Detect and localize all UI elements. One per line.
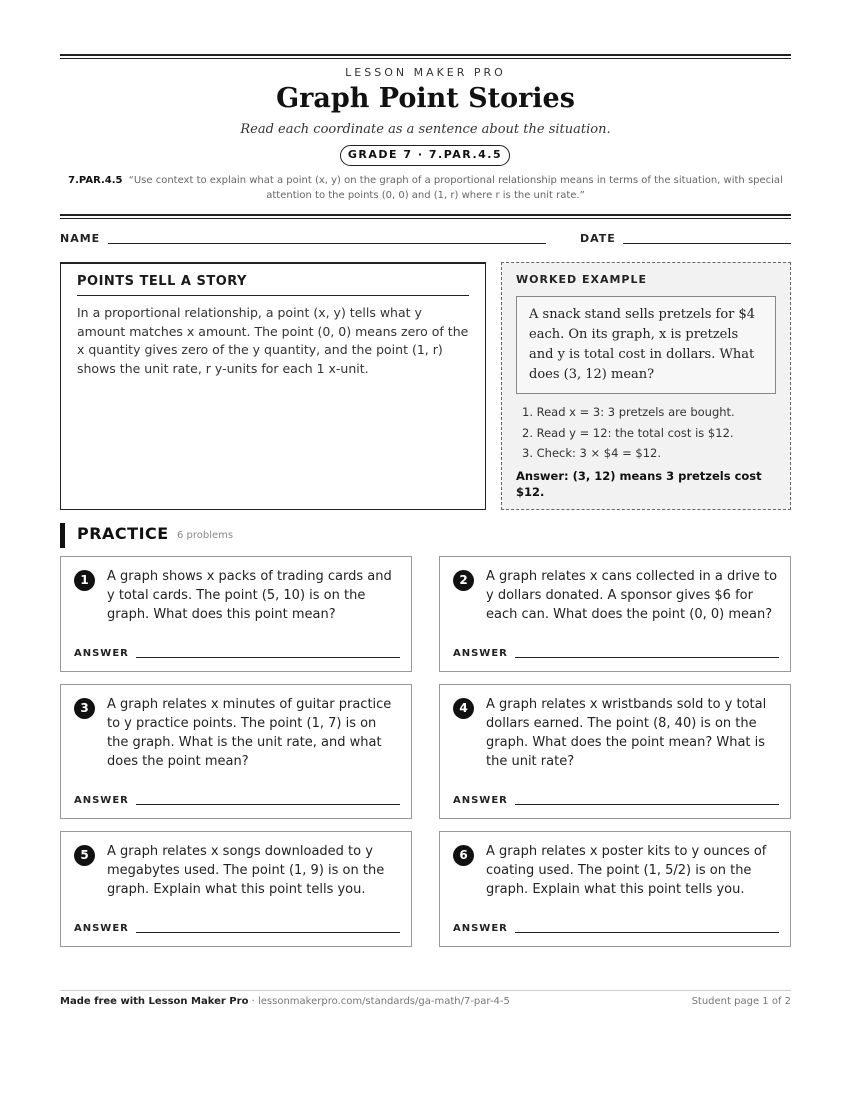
worked-example-step: 2. Read y = 12: the total cost is $12. [522, 425, 734, 440]
standard-code: 7.PAR.4.5 [68, 175, 123, 186]
standard-statement [60, 173, 791, 203]
problem-text: A graph relates x songs downloaded to y megabytes used. The point (1, 9) is on the graph. Explain what this point tells you. [107, 844, 385, 897]
top-rule [60, 54, 791, 59]
problem-card-5 [60, 831, 412, 947]
worksheet-page [60, 0, 791, 1100]
problem-number-badge: 2 [453, 570, 474, 591]
problem-card-4 [439, 684, 791, 819]
answer-line-4[interactable] [515, 804, 779, 805]
problem-text: A graph relates x cans collected in a drive to y dollars donated. A sponsor gives $6 for each can. What does the point (0, 0) mean? [486, 569, 778, 622]
worked-example-label: WORKED EXAMPLE [516, 273, 647, 286]
worked-example-answer: Answer: (3, 12) means 3 pretzels cost $12. [516, 468, 762, 499]
problem-text: A graph relates x poster kits to y ounces of coating used. The point (1, 5/2) is on the graph. Explain what this point tells you. [486, 844, 767, 897]
date-label: DATE [580, 232, 616, 245]
problem-card-2 [439, 556, 791, 672]
practice-accent-bar [60, 523, 65, 548]
page-subtitle: Read each coordinate as a sentence about the situation. [240, 122, 611, 137]
practice-count: 6 problems [177, 530, 234, 541]
problem-card-6 [439, 831, 791, 947]
problem-card-1 [60, 556, 412, 672]
brand-name: LESSON MAKER PRO [345, 66, 506, 79]
answer-label: ANSWER [453, 648, 508, 659]
problem-card-3 [60, 684, 412, 819]
worked-example-problem: A snack stand sells pretzels for $4 each. On its graph, x is pretzels and y is total cost in dollars. What does (3, 12) mean? [516, 296, 776, 394]
answer-line-2[interactable] [515, 657, 779, 658]
answer-label: ANSWER [453, 795, 508, 806]
footer-made-with: Made free with Lesson Maker Pro [60, 996, 249, 1007]
problem-number-badge: 5 [74, 845, 95, 866]
standard-text: “Use context to explain what a point (x, y) on the graph of a proportional relationship means in terms of the situation, with special attention to the points (0, 0) and (1, r) where r is the unit rate.” [128, 175, 783, 201]
footer-rule [60, 990, 791, 991]
answer-line-1[interactable] [136, 657, 400, 658]
answer-label: ANSWER [74, 923, 129, 934]
problem-text: A graph relates x wristbands sold to y total dollars earned. The point (8, 40) is on the graph. What does the point mean? What is the unit rate? [486, 697, 767, 769]
concept-box [60, 262, 486, 510]
concept-body: In a proportional relationship, a point (x, y) tells what y amount matches x amount. The point (0, 0) means zero of the x quantity gives zero of the y quantity, and the point (1, r) shows the unit rate, r y-units for each 1 x-unit. [77, 305, 469, 376]
grade-badge: GRADE 7 · 7.PAR.4.5 [340, 145, 510, 166]
answer-label: ANSWER [74, 648, 129, 659]
name-field[interactable] [108, 243, 546, 244]
practice-heading: PRACTICE [77, 524, 169, 543]
answer-label: ANSWER [453, 923, 508, 934]
problem-text: A graph shows x packs of trading cards and y total cards. The point (5, 10) is on the graph. What does this point mean? [107, 569, 392, 622]
problem-text: A graph relates x minutes of guitar practice to y practice points. The point (1, 7) is on the graph. What is the unit rate, and what does the point mean? [107, 697, 392, 769]
answer-line-5[interactable] [136, 932, 400, 933]
answer-label: ANSWER [74, 795, 129, 806]
worked-example-step: 3. Check: 3 × $4 = $12. [522, 446, 661, 460]
header-bottom-rule [60, 214, 791, 219]
name-label: NAME [60, 232, 101, 245]
worked-example-steps [516, 402, 776, 464]
footer-credit [60, 996, 510, 1007]
worked-example-box [501, 262, 791, 510]
answer-line-6[interactable] [515, 932, 779, 933]
date-field[interactable] [623, 243, 791, 244]
problem-number-badge: 3 [74, 698, 95, 719]
problem-number-badge: 1 [74, 570, 95, 591]
problem-number-badge: 4 [453, 698, 474, 719]
footer-page-number: Student page 1 of 2 [691, 996, 791, 1007]
worked-example-step: 1. Read x = 3: 3 pretzels are bought. [522, 405, 735, 419]
footer-url[interactable]: · lessonmakerpro.com/standards/ga-math/7-par-4-5 [248, 996, 510, 1007]
concept-title: POINTS TELL A STORY [77, 274, 469, 296]
page-title: Graph Point Stories [276, 83, 575, 114]
problem-number-badge: 6 [453, 845, 474, 866]
answer-line-3[interactable] [136, 804, 400, 805]
